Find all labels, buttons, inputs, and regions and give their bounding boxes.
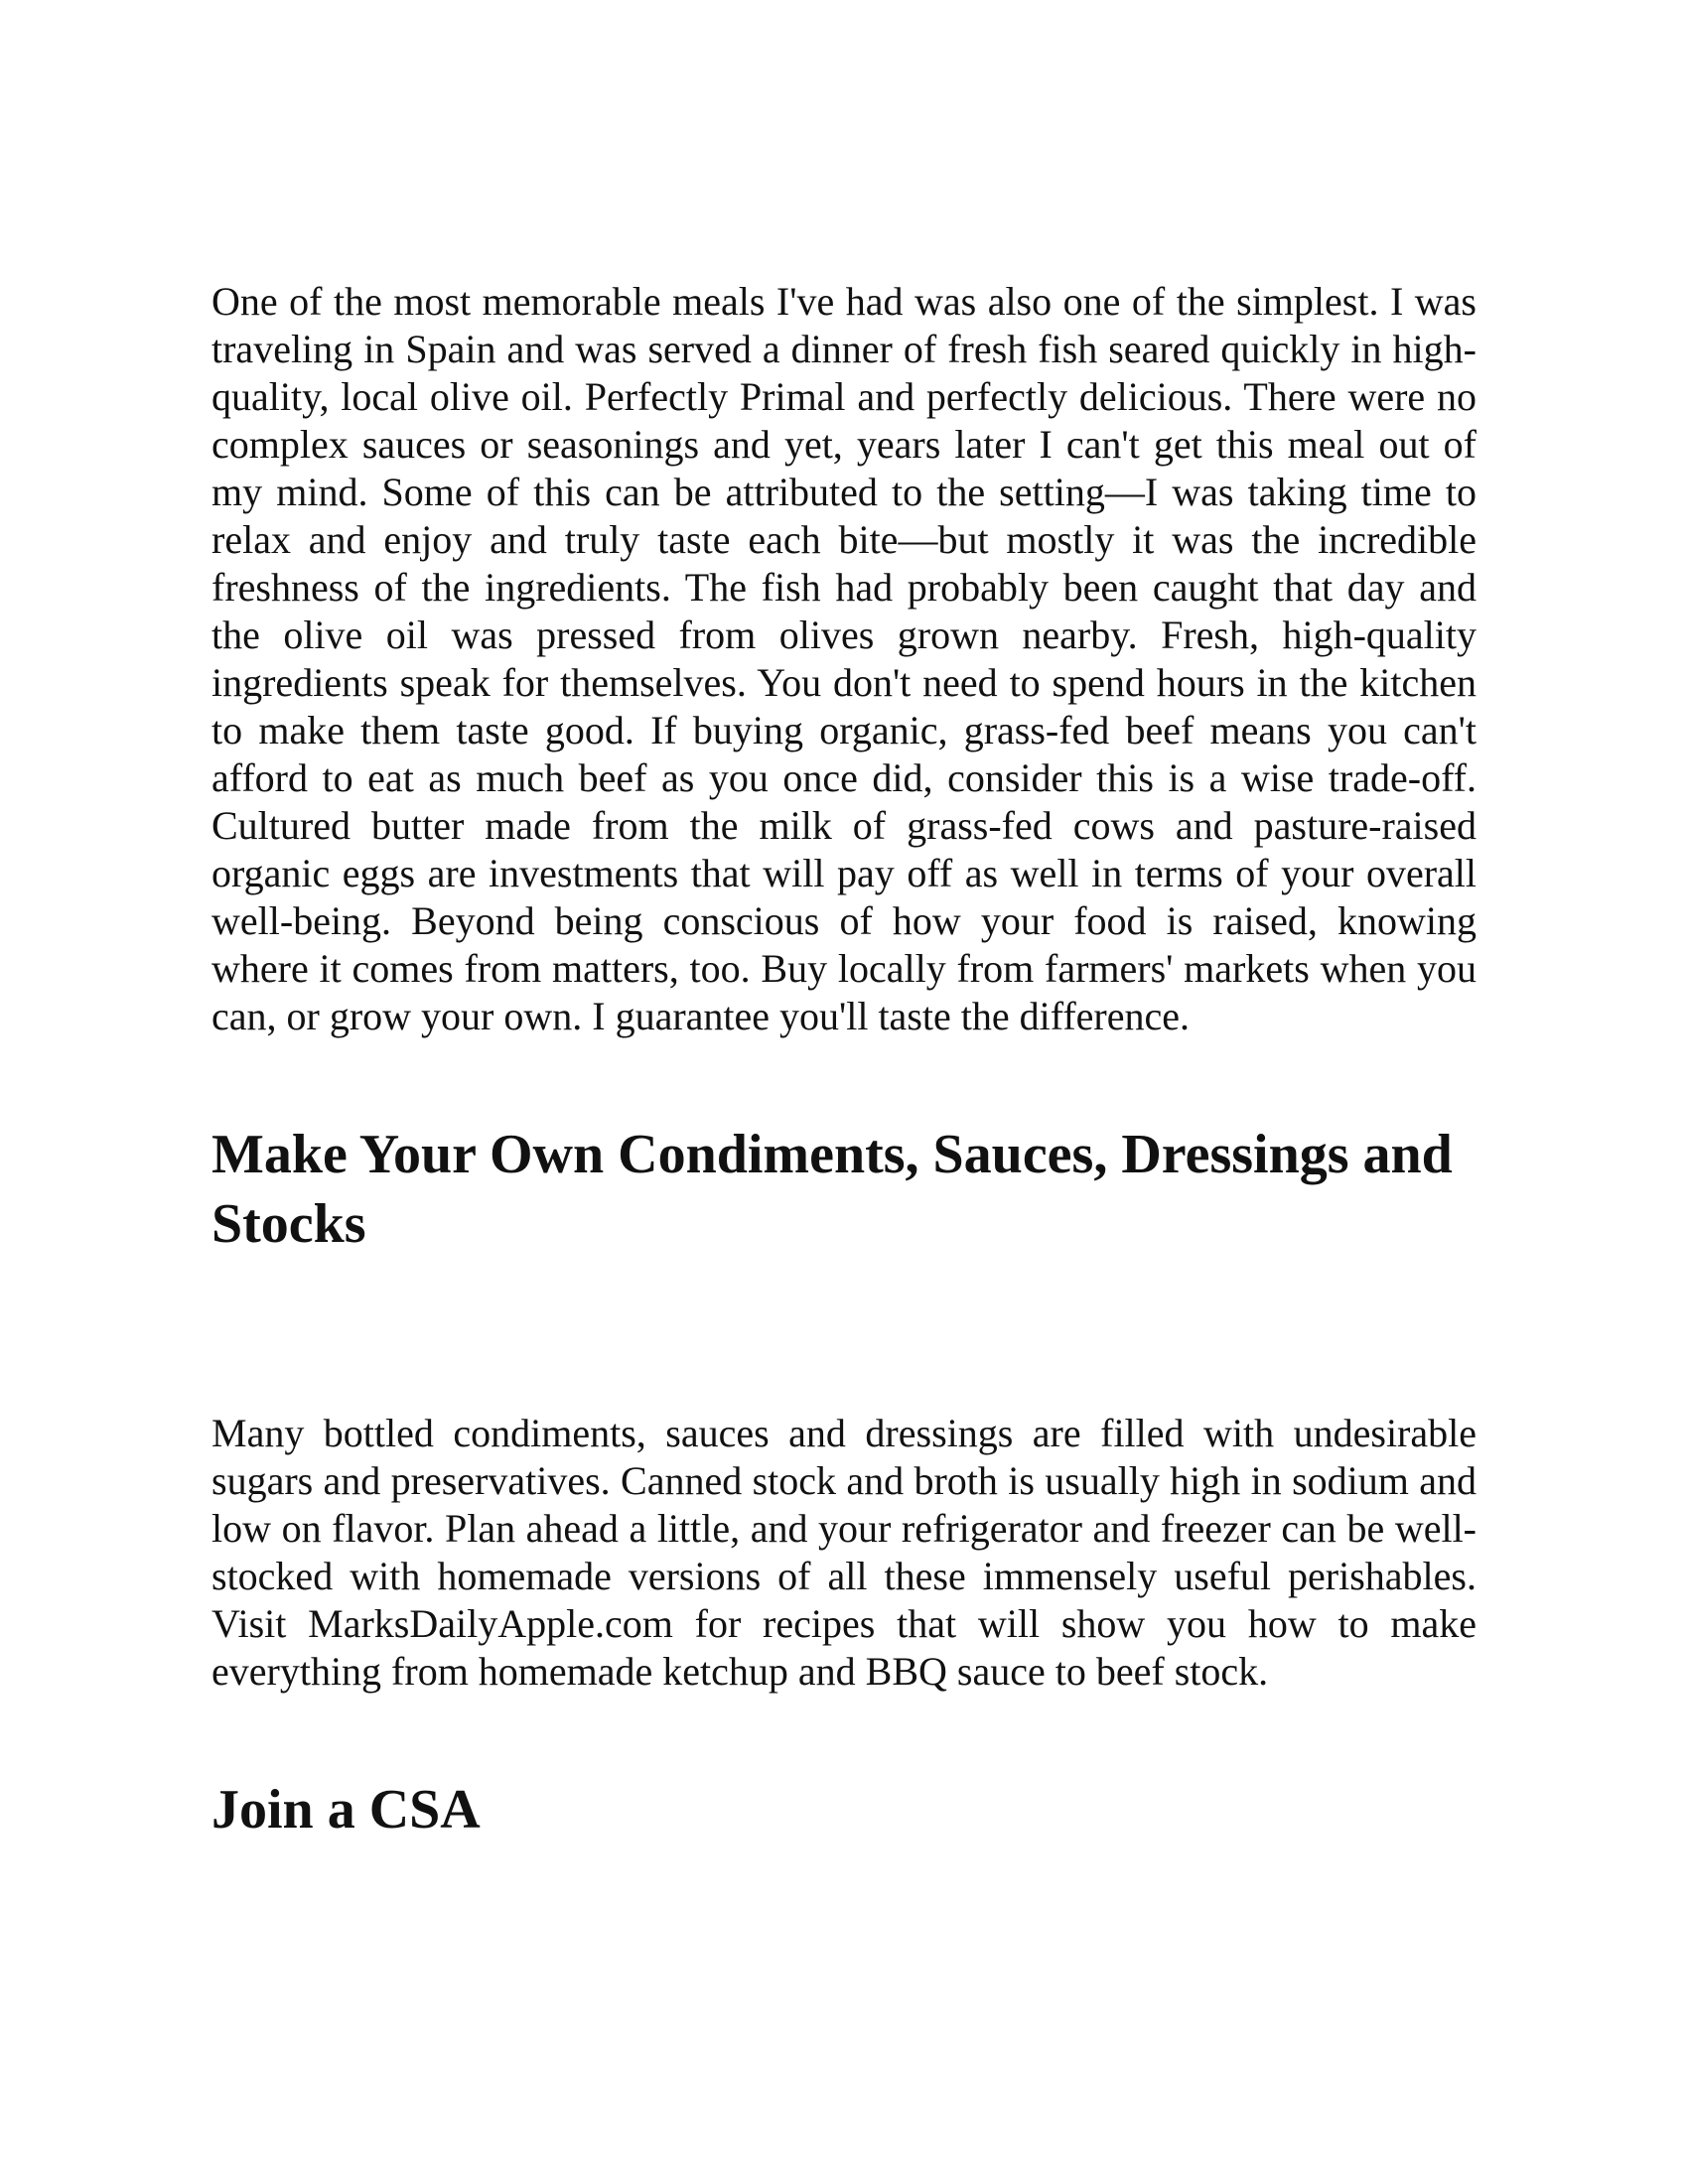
document-page — [211, 278, 1477, 1844]
body-paragraph: One of the most memorable meals I've had was also one of the simplest. I was traveling in Spain and was served a dinner of fresh fish seared quickly in high-quality, local olive oil. Perfectly Primal and perfectly delicious. There were no complex sauces or seasonings and yet, years later I can't get this meal out of my mind. Some of this can be attributed to the setting—I was taking time to relax and enjoy and truly taste each bite—but mostly it was the incredible freshness of the ingredients. The fish had probably been caught that day and the olive oil was pressed from olives grown nearby. Fresh, high-quality ingredients speak for themselves. You don't need to spend hours in the kitchen to make them taste good. If buying organic, grass-fed beef means you can't afford to eat as much beef as you once did, consider this is a wise trade-off. Cultured butter made from the milk of grass-fed cows and pasture-raised organic eggs are investments that will pay off as well in terms of your overall well-being. Beyond being conscious of how your food is raised, knowing where it comes from matters, too. Buy locally from farmers' markets when you can, or grow your own. I guarantee you'll taste the difference. — [211, 279, 1477, 1038]
body-paragraph: Many bottled condiments, sauces and dressings are filled with undesirable sugars and preservatives. Canned stock and broth is usually high in sodium and low on flavor. Plan ahead a little, and your refrigerator and freezer can be well-stocked with homemade versions of all these immensely useful perishables. Visit MarksDailyApple.com for recipes that will show you how to make everything from homemade ketchup and BBQ sauce to beef stock. — [211, 1411, 1477, 1694]
section-heading: Join a CSA — [211, 1779, 481, 1841]
section-heading: Make Your Own Condiments, Sauces, Dressings and Stocks — [211, 1124, 1453, 1255]
